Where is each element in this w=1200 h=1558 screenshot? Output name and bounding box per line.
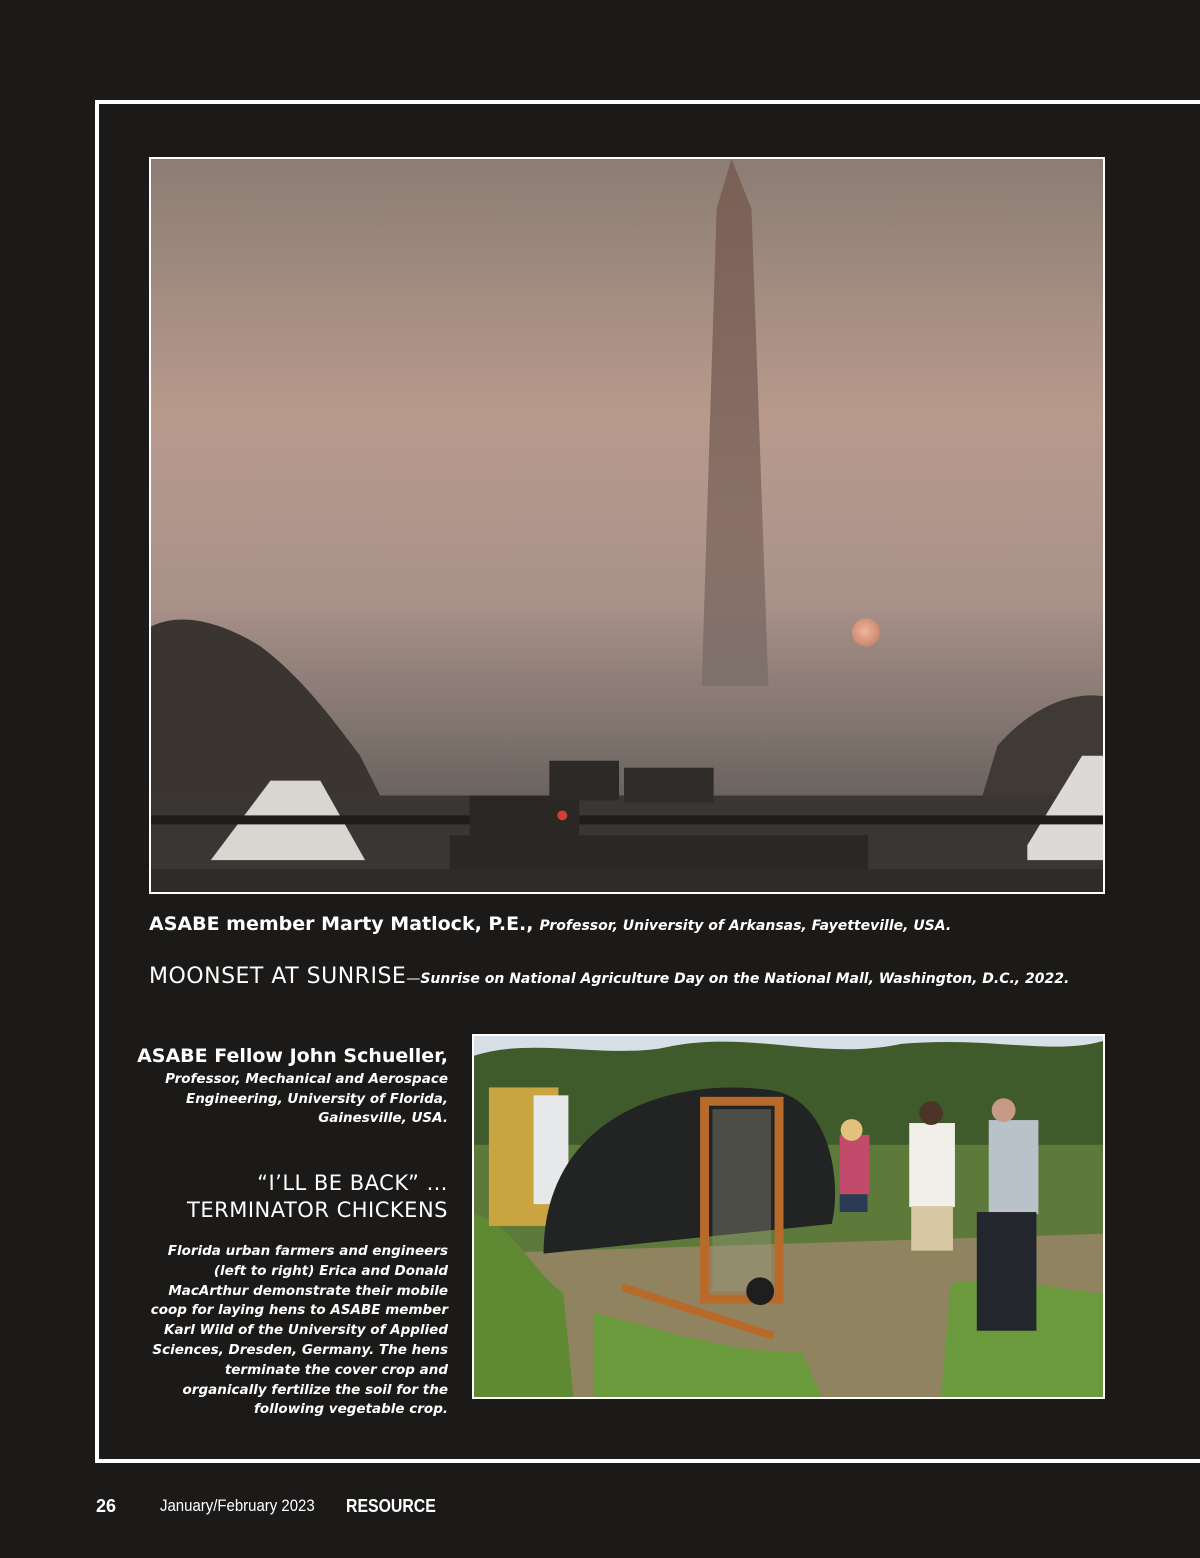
photo1-description: Sunrise on National Agriculture Day on the National Mall, Washington, D.C., 2022. (420, 971, 1070, 987)
photo1-title: MOONSET AT SUNRISE (149, 964, 407, 989)
photographer-name: ASABE member Marty Matlock, P.E., (149, 913, 534, 935)
photographer-role: Professor, University of Arkansas, Fayetteville, USA. (539, 918, 952, 934)
washington-monument-photo (149, 157, 1105, 894)
photo1-caption (149, 913, 951, 935)
photo2-photographer-name: ASABE Fellow John Schueller, (137, 1045, 448, 1067)
magazine-name: RESOURCE (346, 1496, 436, 1516)
title-dash: — (406, 971, 421, 987)
photo2-photographer-role: Professor, Mechanical and Aerospace Engineering, University of Florida, Gainesville, USA. (165, 1071, 448, 1126)
photo1-title-line (149, 964, 1069, 989)
photo2-title: “I’LL BE BACK” … TERMINATOR CHICKENS (187, 1171, 448, 1222)
page-number: 26 (96, 1496, 117, 1516)
chicken-coop-photo (472, 1034, 1105, 1399)
issue-date: January/February 2023 (160, 1496, 315, 1515)
photo2-description: Florida urban farmers and engineers (left to right) Erica and Donald MacArthur demonstrate their mobile coop for laying hens to ASABE member Karl Wild of the University of Applied Sciences, Dresden, Germany. The hens terminate the cover crop and organically fertilize the soil for the following vegetable crop. (150, 1243, 448, 1418)
